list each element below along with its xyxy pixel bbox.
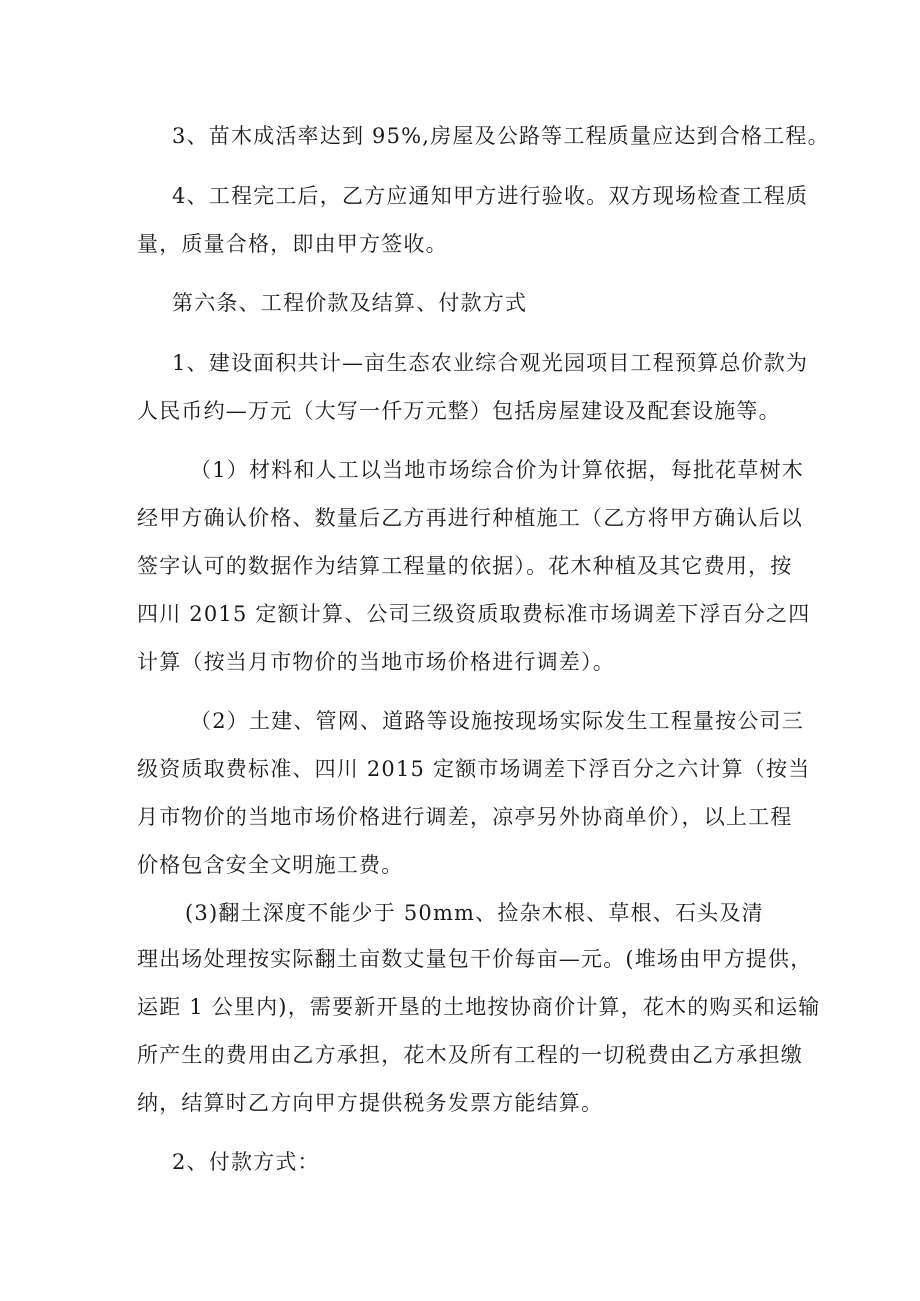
section-heading: 第六条、工程价款及结算、付款方式: [172, 291, 528, 315]
text-line: 3、苗木成活率达到 95%,房屋及公路等工程质量应达到合格工程。: [172, 124, 830, 148]
text-line: 签字认可的数据作为结算工程量的依据）。花木种植及其它费用，按: [137, 554, 793, 578]
text-line: 所产生的费用由乙方承担，花木及所有工程的一切税费由乙方承担缴: [137, 1043, 803, 1067]
text-line: 级资质取费标准、四川 2015 定额市场调差下浮百分之六计算（按当: [137, 757, 811, 781]
text-line: 理出场处理按实际翻土亩数丈量包干价每亩—元。(堆场由甲方提供，: [137, 947, 813, 971]
text-line: 2、付款方式：: [172, 1150, 320, 1174]
text-line: 月市物价的当地市场价格进行调差，凉亭另外协商单价），以上工程: [137, 805, 793, 829]
text-line: 经甲方确认价格、数量后乙方再进行种植施工（乙方将甲方确认后以: [137, 506, 803, 530]
text-line: 四川 2015 定额计算、公司三级资质取费标准市场调差下浮百分之四: [137, 602, 811, 626]
text-line: （2）土建、管网、道路等设施按现场实际发生工程量按公司三: [190, 709, 804, 733]
text-line: 运距 1 公里内)，需要新开垦的土地按协商价计算，花木的购买和运输: [137, 995, 821, 1019]
text-line: （1）材料和人工以当地市场综合价为计算依据，每批花草树木: [190, 458, 804, 482]
text-line: 人民币约—万元（大写一仟万元整）包括房屋建设及配套设施等。: [137, 399, 781, 423]
text-line: 1、建设面积共计—亩生态农业综合观光园项目工程预算总价款为: [172, 351, 809, 375]
text-line: (3)翻土深度不能少于 50mm、捡杂木根、草根、石头及清: [185, 901, 764, 925]
text-line: 纳，结算时乙方向甲方提供税务发票方能结算。: [137, 1091, 604, 1115]
text-line: 4、工程完工后，乙方应通知甲方进行验收。双方现场检查工程质: [172, 184, 809, 208]
text-line: 量，质量合格，即由甲方签收。: [137, 232, 448, 256]
text-line: 计算（按当月市物价的当地市场价格进行调差）。: [137, 650, 615, 674]
text-line: 价格包含安全文明施工费。: [137, 853, 404, 877]
